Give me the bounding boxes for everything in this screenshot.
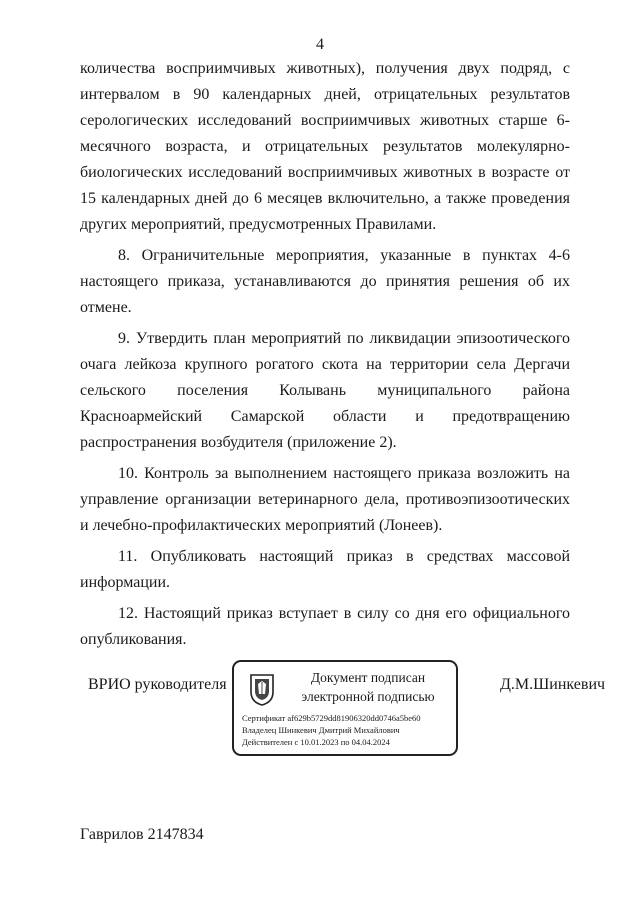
signatory-name: Д.М.Шинкевич [500,676,606,693]
stamp-certificate: Сертификат af629b5729dd81906320dd0746a5be60 [242,713,421,723]
stamp-owner: Владелец Шинкевич Дмитрий Михайлович [242,725,400,735]
paragraph-9: 9. Утвердить план мероприятий по ликвидации эпизоотического очага лейкоза крупного рогатого скота на территории села Дергачи сельского поселения Колывань муниципального района Красноармейский Самарской области и предотвращению распространения возбудителя (приложение 2). [80,330,570,451]
signatory-position: ВРИО руководителя [88,676,227,693]
stamp-title-line1: Документ подписан [310,670,426,685]
paragraph-11: 11. Опубликовать настоящий приказ в средствах массовой информации. [80,548,570,591]
page-number: 4 [316,36,324,53]
document-body [80,56,570,653]
stamp-title-line2: электронной подписью [301,689,435,704]
paragraph-10: 10. Контроль за выполнением настоящего приказа возложить на управление организации ветеринарного дела, противоэпизоотических и лечебно-профилактических мероприятий (Лонеев). [80,465,570,534]
electronic-signature-stamp [232,660,458,756]
coat-of-arms-icon [248,672,276,706]
paragraph-continuation: количества восприимчивых животных), получения двух подряд, с интервалом в 90 календарных дней, отрицательных результатов серологических исследований восприимчивых животных старше 6-месячного возраста, и отрицательных результатов молекулярно-биологических исследований восприимчивых животных в возрасте от 15 календарных дней до 6 месяцев включительно, а также проведения других мероприятий, предусмотренных Правилами. [80,60,570,233]
stamp-validity: Действителен с 10.01.2023 по 04.04.2024 [242,737,390,747]
stamp-title [282,668,454,706]
paragraph-12: 12. Настоящий приказ вступает в силу со дня его официального опубликования. [80,605,570,648]
executor-note: Гаврилов 2147834 [80,826,204,843]
stamp-details [242,712,456,748]
paragraph-8: 8. Ограничительные мероприятия, указанные в пунктах 4-6 настоящего приказа, устанавливаются до принятия решения об их отмене. [80,247,570,316]
